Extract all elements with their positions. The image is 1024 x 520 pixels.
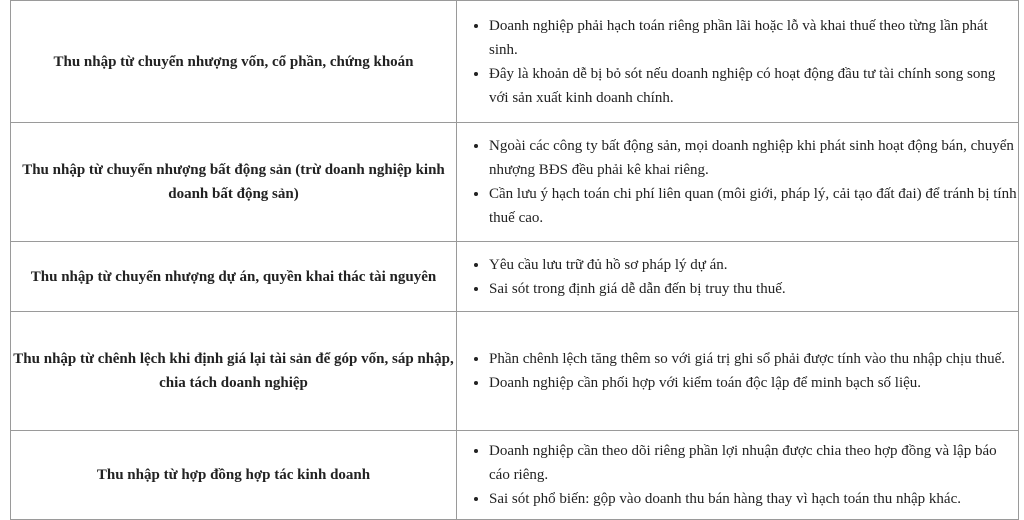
note-item: • Sai sót phổ biến: gộp vào doanh thu bán hàng thay vì hạch toán thu nhập khác. <box>489 487 1018 511</box>
note-item: • Cần lưu ý hạch toán chi phí liên quan (môi giới, pháp lý, cải tạo đất đai) để tránh bị tính thuế cao. <box>489 182 1018 230</box>
notes-list <box>457 253 1018 301</box>
income-notes-cell <box>457 242 1019 312</box>
table-row <box>11 242 1019 312</box>
note-item: • Yêu cầu lưu trữ đủ hồ sơ pháp lý dự án. <box>489 253 1018 277</box>
income-category-cell: Thu nhập từ hợp đồng hợp tác kinh doanh <box>11 431 457 520</box>
income-category-cell: Thu nhập từ chuyển nhượng dự án, quyền khai thác tài nguyên <box>11 242 457 312</box>
note-item: • Sai sót trong định giá dễ dẫn đến bị truy thu thuế. <box>489 277 1018 301</box>
income-notes-cell <box>457 431 1019 520</box>
income-category-cell: Thu nhập từ chênh lệch khi định giá lại tài sản để góp vốn, sáp nhập, chia tách doanh nghiệp <box>11 312 457 431</box>
income-types-table <box>10 0 1019 520</box>
table-row <box>11 123 1019 242</box>
table-row <box>11 312 1019 431</box>
income-notes-cell <box>457 1 1019 123</box>
note-item: • Doanh nghiệp cần theo dõi riêng phần lợi nhuận được chia theo hợp đồng và lập báo cáo riêng. <box>489 439 1018 487</box>
note-item: • Phần chênh lệch tăng thêm so với giá trị ghi sổ phải được tính vào thu nhập chịu thuế. <box>489 347 1018 371</box>
notes-list <box>457 439 1018 511</box>
note-item: • Doanh nghiệp phải hạch toán riêng phần lãi hoặc lỗ và khai thuế theo từng lần phát sinh. <box>489 14 1018 62</box>
table-row <box>11 431 1019 520</box>
table-row <box>11 1 1019 123</box>
income-notes-cell <box>457 123 1019 242</box>
income-category-cell: Thu nhập từ chuyển nhượng bất động sản (trừ doanh nghiệp kinh doanh bất động sản) <box>11 123 457 242</box>
notes-list <box>457 14 1018 110</box>
notes-list <box>457 134 1018 230</box>
note-item: • Đây là khoản dễ bị bỏ sót nếu doanh nghiệp có hoạt động đầu tư tài chính song song với sản xuất kinh doanh chính. <box>489 62 1018 110</box>
note-item: • Ngoài các công ty bất động sản, mọi doanh nghiệp khi phát sinh hoạt động bán, chuyển nhượng BĐS đều phải kê khai riêng. <box>489 134 1018 182</box>
income-notes-cell <box>457 312 1019 431</box>
note-item: • Doanh nghiệp cần phối hợp với kiểm toán độc lập để minh bạch số liệu. <box>489 371 1018 395</box>
notes-list <box>457 347 1018 395</box>
income-category-cell: Thu nhập từ chuyển nhượng vốn, cổ phần, chứng khoán <box>11 1 457 123</box>
